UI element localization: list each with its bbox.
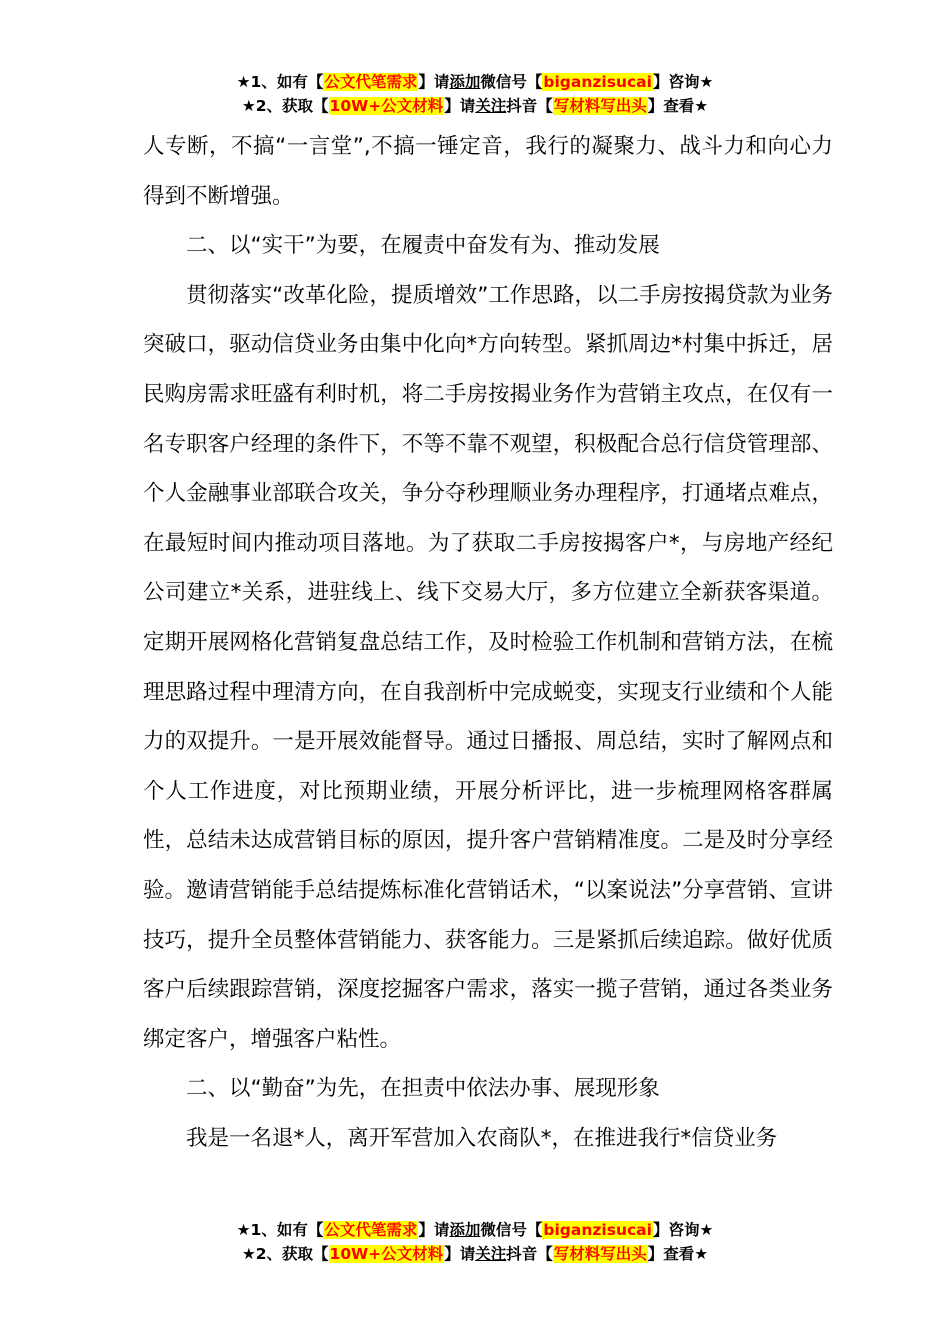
- banner-highlight: biganzisucai: [543, 73, 652, 91]
- paragraph: 贯彻落实“改革化险，提质增效”工作思路，以二手房按揭贷款为业务突破口，驱动信贷业务由集中化向*方向转型。紧抓周边*村集中拆迁，居民购房需求旺盛有利时机，将二手房按揭业务作为营销主攻点，在仅有一名专职客户经理的条件下，不等不靠不观望，积极配合总行信贷管理部、个人金融事业部联合攻关，争分夺秒理顺业务办理程序，打通堵点难点，在最短时间内推动项目落地。为了获取二手房按揭客户*，与房地产经纪公司建立*关系，进驻线上、线下交易大厅，多方位建立全新获客渠道。定期开展网格化营销复盘总结工作，及时检验工作机制和营销方法，在梳理思路过程中理清方向，在自我剖析中完成蜕变，实现支行业绩和个人能力的双提升。一是开展效能督导。通过日播报、周总结，实时了解网点和个人工作进度，对比预期业绩，开展分析评比，进一步梳理网格客群属性，总结未达成营销目标的原因，提升客户营销精准度。二是及时分享经验。邀请营销能手总结提炼标准化营销话术，“以案说法”分享营销、宣讲技巧，提升全员整体营销能力、获客能力。三是紧抓后续追踪。做好优质客户后续跟踪营销，深度挖掘客户需求，落实一揽子营销，通过各类业务绑定客户，增强客户粘性。: [143, 282, 833, 1052]
- banner-highlight: 10W+公文材料: [329, 97, 444, 115]
- banner-line-1: ★1、如有【公文代笔需求】请添加微信号【biganzisucai】咨询★: [236, 73, 714, 91]
- banner-line-2: ★2、获取【10W+公文材料】请关注抖音【写材料写出头】查看★: [241, 97, 709, 115]
- banner-highlight: 写材料写出头: [553, 1245, 647, 1263]
- banner-highlight: 公文代笔需求: [324, 73, 418, 91]
- document-body: [143, 122, 833, 1163]
- banner-highlight: 10W+公文材料: [329, 1245, 444, 1263]
- banner-highlight: 公文代笔需求: [324, 1221, 418, 1239]
- banner-highlight: biganzisucai: [543, 1221, 652, 1239]
- footer-banner: [0, 1218, 950, 1266]
- header-banner: [0, 70, 950, 118]
- banner-line-1: ★1、如有【公文代笔需求】请添加微信号【biganzisucai】咨询★: [236, 1221, 714, 1239]
- banner-highlight: 写材料写出头: [553, 97, 647, 115]
- paragraph: 我是一名退*人，离开军营加入农商队*，在推进我行*信贷业务: [186, 1125, 778, 1151]
- paragraph: 人专断，不搞“一言堂”,不搞一锤定音，我行的凝聚力、战斗力和向心力得到不断增强。: [143, 134, 833, 209]
- banner-line-2: ★2、获取【10W+公文材料】请关注抖音【写材料写出头】查看★: [241, 1245, 709, 1263]
- section-heading: 二、以“勤奋”为先，在担责中依法办事、展现形象: [186, 1076, 660, 1102]
- section-heading: 二、以“实干”为要，在履责中奋发有为、推动发展: [186, 233, 660, 259]
